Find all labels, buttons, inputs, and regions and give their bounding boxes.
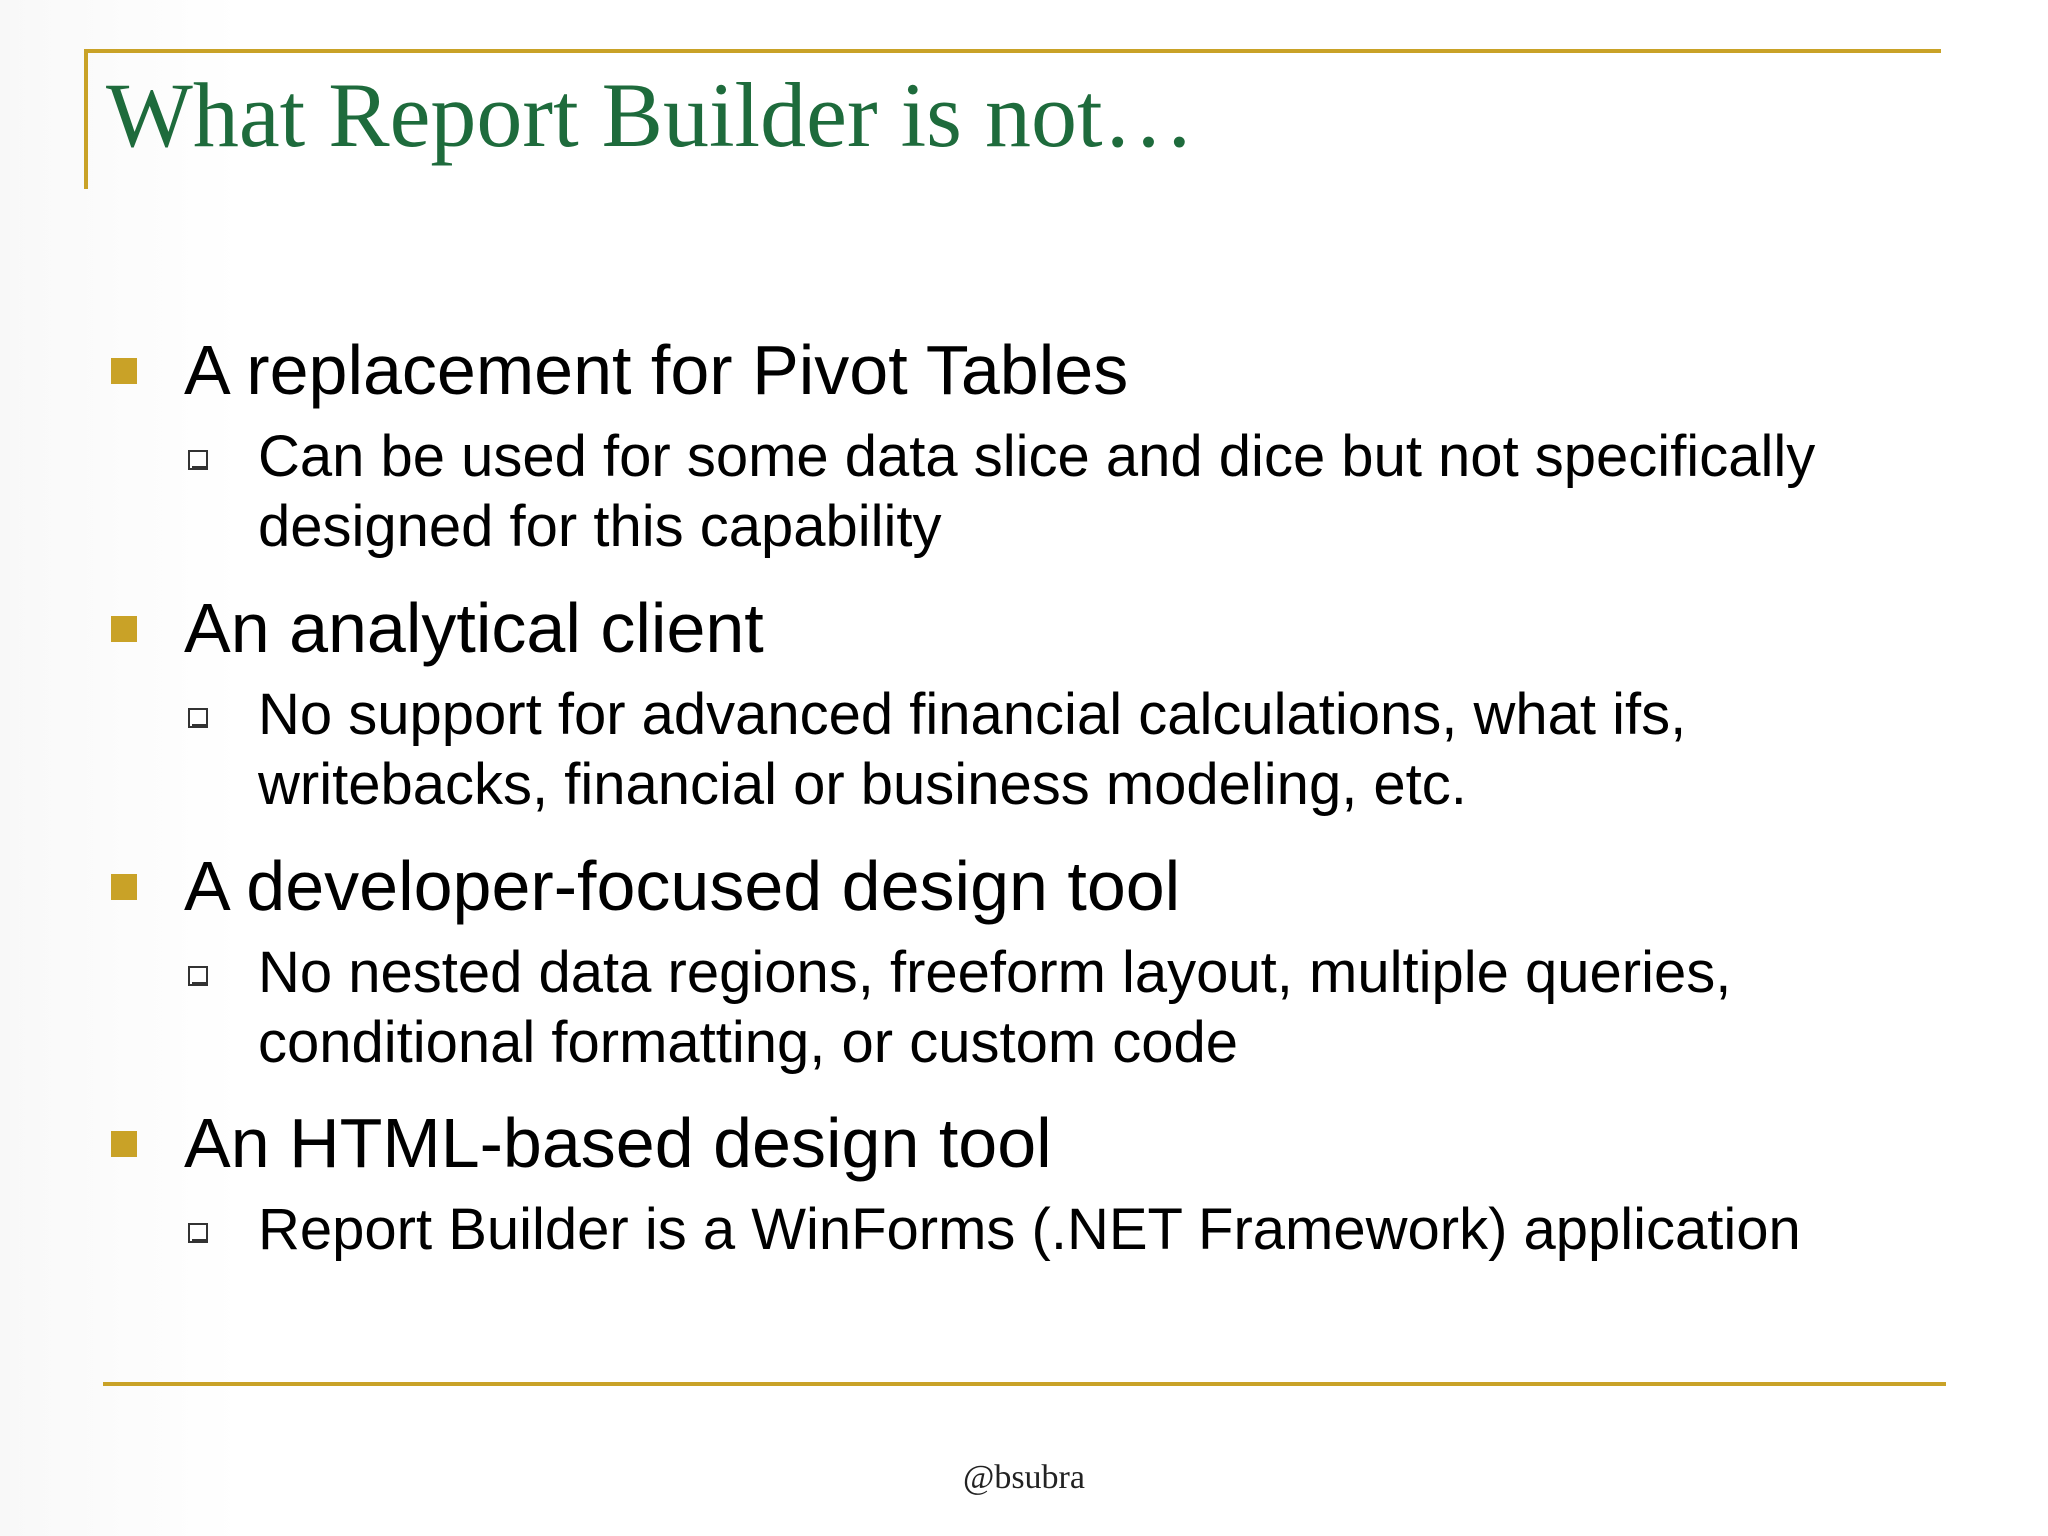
footer-rule (103, 1382, 1946, 1386)
bullet-text: A developer-focused design tool (184, 847, 1181, 925)
sub-bullet-text (258, 1195, 1958, 1265)
footer-handle: @bsubra (963, 1459, 1085, 1496)
hollow-square-bullet-icon (188, 708, 208, 728)
slide-title: What Report Builder is not… (106, 64, 1195, 166)
sub-bullet-line: Report Builder is a WinForms (.NET Framework) application (258, 1197, 1801, 1262)
square-bullet-icon (111, 616, 137, 642)
bullet-text: An HTML-based design tool (184, 1104, 1052, 1182)
bullet-text: An analytical client (184, 589, 764, 667)
sub-bullet-line: No nested data regions, freeform layout, multiple queries, (258, 940, 1732, 1005)
sub-bullet-line: writebacks, financial or business modeling, etc. (258, 752, 1467, 817)
sub-bullet-text (258, 938, 1958, 1078)
sub-bullet-text (258, 422, 1958, 562)
hollow-square-bullet-icon (188, 966, 208, 986)
sub-bullet-line: Can be used for some data slice and dice but not specifically (258, 424, 1816, 489)
square-bullet-icon (111, 1131, 137, 1157)
square-bullet-icon (111, 358, 137, 384)
sub-bullet-line: conditional formatting, or custom code (258, 1010, 1239, 1075)
bullet-text: A replacement for Pivot Tables (184, 331, 1129, 409)
sub-bullet-line: No support for advanced financial calculations, what ifs, (258, 682, 1687, 747)
hollow-square-bullet-icon (188, 1223, 208, 1243)
sub-bullet-text (258, 680, 1958, 820)
sub-bullet-line: designed for this capability (258, 494, 942, 559)
hollow-square-bullet-icon (188, 450, 208, 470)
square-bullet-icon (111, 874, 137, 900)
